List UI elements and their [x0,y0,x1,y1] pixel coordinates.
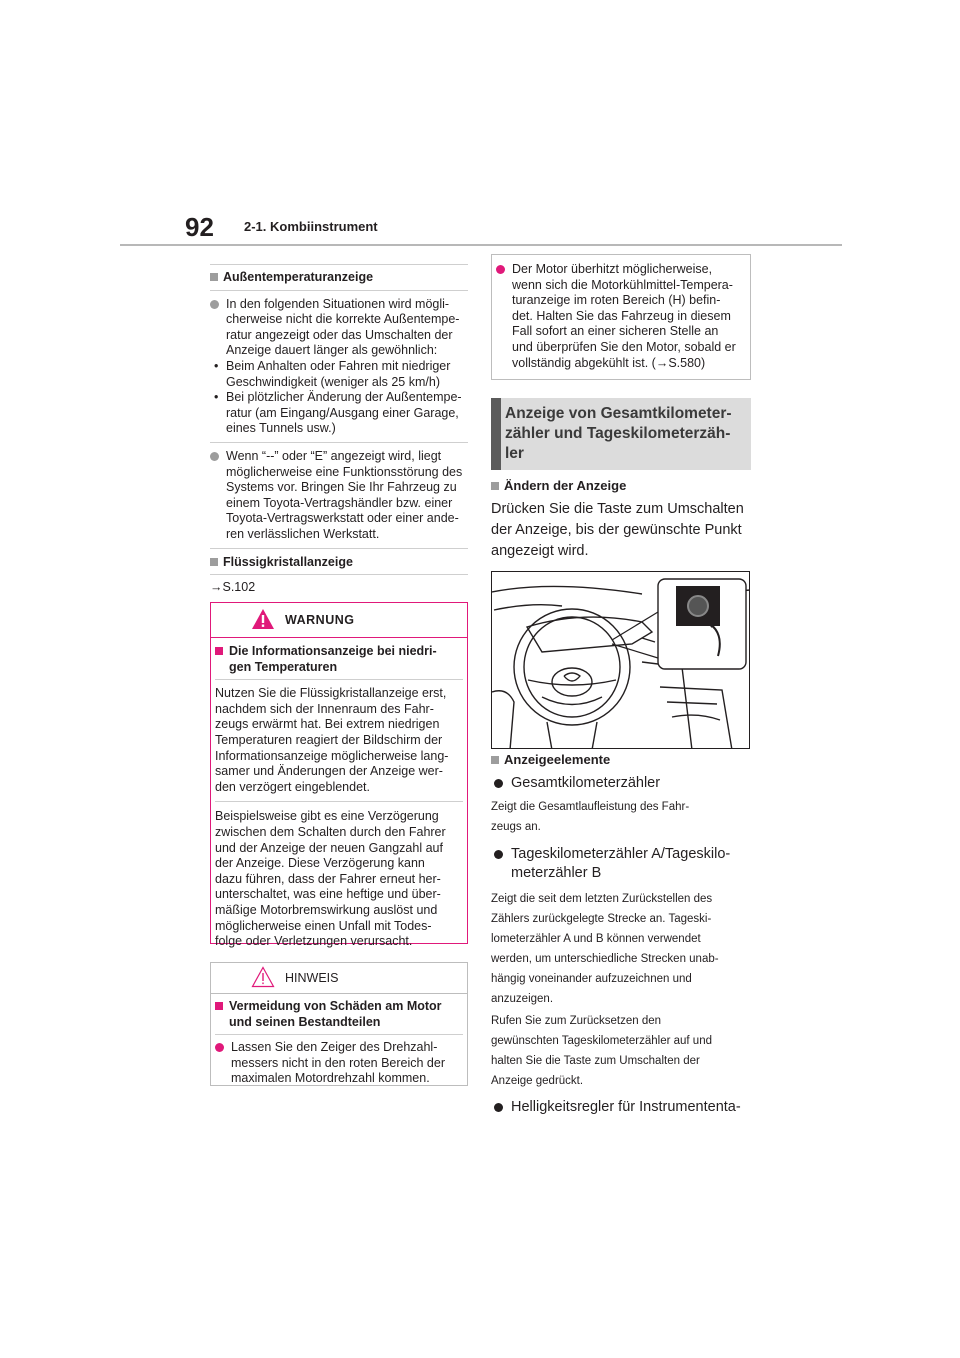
trip-meter-reset-text: Rufen Sie zum Zurücksetzen den gewünschten Tageskilometerzähler auf und halten Sie die Taste zum Umschalten der Anzeige gedrückt. [491,1015,712,1087]
note-paragraph: Lassen Sie den Zeiger des Drehzahl- messers nicht in den roten Bereich der maximalen Motordrehzahl kommen. [215,1040,463,1087]
note-heading: Vermeidung von Schäden am Motor und seinen Bestandteilen [215,999,463,1030]
change-display-text: Drücken Sie die Taste zum Umschalten der Anzeige, bis der gewünschte Punkt angezeigt wird. [491,501,744,559]
section-title: 2-1. Kombiinstrument [244,219,378,234]
divider [210,574,468,575]
change-display-section [491,478,751,562]
square-marker-icon [215,647,223,655]
divider [210,442,468,443]
divider [215,679,463,680]
steering-wheel-drawing [492,572,750,749]
overheat-note-paragraph: Der Motor überhitzt möglicherweise, wenn sich die Motorkühlmittel-Tempera- turanzeige im roten Bereich (H) befin- det. Halten Sie das Fahrzeug in diesem Fall sofort an einer sicheren Stelle an und überprüfen Sie den Motor, sobald er vollständig abgekühlt ist. (→S.580) [496,262,746,371]
bullet-icon [210,452,219,461]
square-marker-icon [215,1002,223,1010]
bullet-trip-meters: Tageskilometerzähler A/Tageskilo- meterzähler B [491,845,753,883]
bullet-icon [496,265,505,274]
warning-heading: Die Informationsanzeige bei niedri- gen Temperaturen [215,644,463,675]
caution-triangle-icon [251,966,275,988]
square-marker-icon [210,558,218,566]
divider [215,1034,463,1035]
divider [210,264,468,265]
warning-paragraph-2: Beispielsweise gibt es eine Verzögerung zwischen dem Schalten durch den Fahrer und der Anzeige der neuen Gangzahl auf der Anzeige. Diese Verzögerung kann dazu führen, dass der Fahrer erneut her- unterschaltet, was eine heftige und über- mäßige Motorbremswirkung auslöst und möglicherweise einen Unfall mit Todes- folge oder Verletzungen verursacht. [215,809,446,949]
lcd-reference-link[interactable]: →S.102 [210,580,256,595]
divider [215,801,463,802]
heading-outside-temp: Außentemperaturanzeige [210,270,468,286]
bullet-icon [210,300,219,309]
overheat-note-box [491,254,751,380]
paragraph-malfunction: Wenn “--” oder “E” angezeigt wird, liegt möglicherweise eine Funktionsstörung des Systems vor. Bringen Sie Ihr Fahrzeug zu einem Toyota-Vertragshändler bzw. einer Toyota-Vertragswerkstatt oder einer ande- ren verlässlichen Werkstatt. [210,449,468,543]
warning-box [210,602,468,949]
paragraph-outside-temp: In den folgenden Situationen wird mögli- cherweise nicht die korrekte Außentempe- ratur angezeigt oder das Umschalten der Anzeige dauert länger als gewöhnlich: [210,297,468,359]
odometer-description: Zeigt die Gesamtlaufleistung des Fahr- zeugs an. [491,801,690,833]
trip-meter-description: Zeigt die seit dem letzten Zurückstellen des Zählers zurückgelegte Strecke an. Tageski- lometerzähler A und B können verwendet werden, um unterschiedliche Strecken unab- hängig voneinander aufzuzeichnen und anzuzeigen. [491,893,719,1005]
sub-item-low-speed: • Beim Anhalten oder Fahren mit niedriger Geschwindigkeit (weniger als 25 km/h) [210,359,468,390]
sub-item-sudden-change: • Bei plötzlicher Änderung der Außentempe- ratur (am Eingang/Ausgang einer Garage, eines Tunnels usw.) [210,390,468,437]
note-box [210,962,468,1086]
warning-header [211,603,467,638]
warning-paragraph-1: Nutzen Sie die Flüssigkristallanzeige erst, nachdem sich der Innenraum des Fahr- zeugs erwärmt hat. Bei extrem niedrigen Temperaturen reagiert der Bildschirm der Informationsanzeige möglicherweise lang- samer und Änderungen der Anzeige wer- den verzögert eingeblendet. [215,686,449,794]
bullet-odometer: Gesamtkilometerzähler [491,774,753,793]
warning-content [211,638,467,950]
odometer-section-heading: Anzeige von Gesamtkilometer- zähler und Tageskilometerzäh- ler [491,398,751,470]
square-marker-icon [491,756,499,764]
note-label: HINWEIS [285,971,339,985]
left-column [210,264,468,596]
bullet-brightness-control: Helligkeitsregler für Instrumententa- [491,1098,753,1117]
warning-triangle-icon [251,608,275,630]
heading-lcd: Flüssigkristallanzeige [210,555,468,571]
note-content [211,994,467,1087]
heading-change-display: Ändern der Anzeige [491,478,751,493]
header-rule [120,244,842,246]
heading-bar [491,398,501,470]
page-number: 92 [185,212,214,242]
divider [210,290,468,291]
square-marker-icon [491,482,499,490]
warning-label: WARNUNG [285,613,355,627]
display-elements-section [491,752,753,1117]
heading-display-elements: Anzeigeelemente [491,752,753,767]
steering-wheel-illustration [491,571,750,749]
note-header [211,963,467,994]
divider [210,548,468,549]
square-marker-icon [210,273,218,281]
bullet-icon [215,1043,224,1052]
